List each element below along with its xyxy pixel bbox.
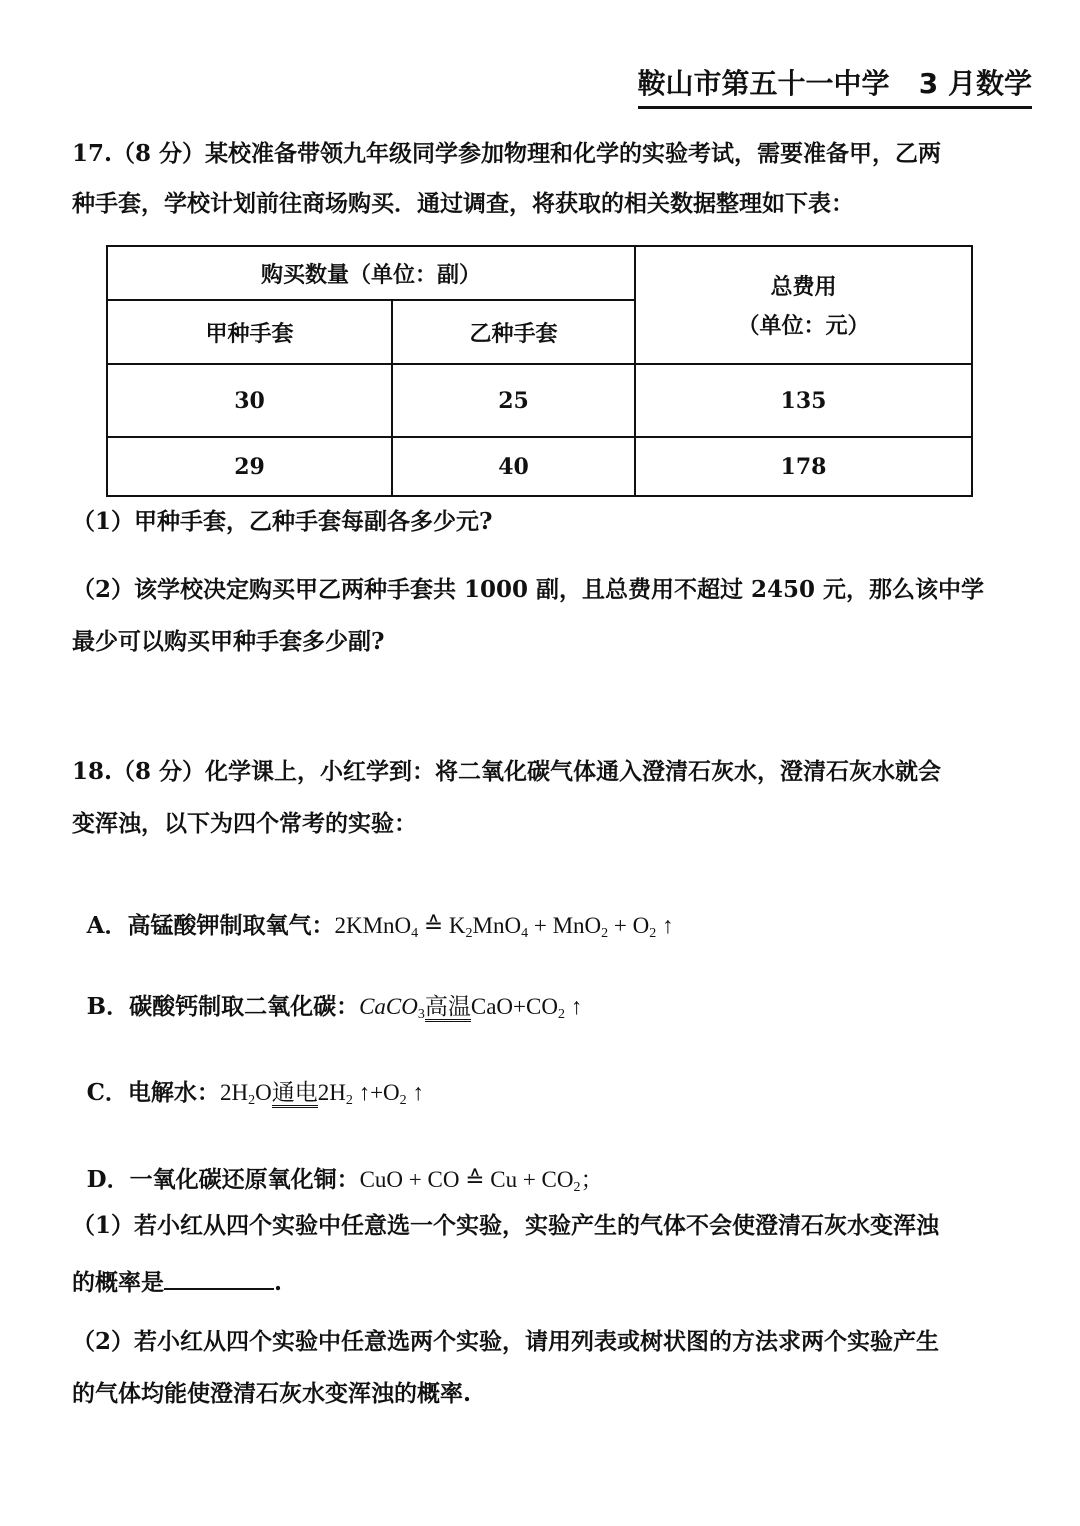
- table-cell-a: 29: [107, 437, 392, 496]
- table-cell-total: 178: [635, 437, 972, 496]
- table-header-total: [635, 246, 972, 364]
- option-a-label: A．高锰酸钾制取氧气：: [86, 911, 335, 939]
- option-d-label: D．一氧化碳还原氧化铜：: [86, 1165, 360, 1193]
- reaction-condition: 通电: [272, 1080, 318, 1108]
- q17-line2: 种手套，学校计划前往商场购买．通过调查，将获取的相关数据整理如下表：: [72, 190, 854, 217]
- q18-option-d: [72, 1138, 604, 1196]
- table-cell-a: 30: [107, 364, 392, 437]
- q18-part2-line2: 的气体均能使澄清石灰水变浑浊的概率.: [72, 1380, 472, 1407]
- q17-line1: 17.（8 分）某校准备带领九年级同学参加物理和化学的实验考试，需要准备甲，乙两: [72, 140, 942, 167]
- table-cell-total: 135: [635, 364, 972, 437]
- table-header-quantity: 购买数量（单位：副）: [107, 246, 635, 300]
- reaction-condition: 高温: [425, 994, 471, 1022]
- table-header-glove-b: 乙种手套: [392, 300, 635, 364]
- q17-table: [106, 245, 973, 497]
- option-a-equation: 2KMnO$_4$ ≙ $K_2MnO_4 + MnO_2 + O_2$ ↑: [334, 912, 674, 941]
- option-b-label: B．碳酸钙制取二氧化碳：: [86, 992, 360, 1020]
- table-header-glove-a: 甲种手套: [107, 300, 392, 364]
- q18-option-b: [72, 965, 582, 1023]
- q17-part2-line1: （2）该学校决定购买甲乙两种手套共 1000 副，且总费用不超过 2450 元，那么该中学: [72, 576, 985, 603]
- option-c-equation: $2H_2O$通电$2H_2$ $↑+O_2$ ↑: [219, 1079, 424, 1108]
- option-b-equation: CaCO$_3$高温$CaO+CO_2$ ↑: [359, 993, 583, 1022]
- q18-option-a: [72, 884, 674, 942]
- q18-option-c: [72, 1051, 424, 1109]
- table-header-total-unit: （单位：元）: [737, 313, 870, 339]
- q18-part1-line1: （1）若小红从四个实验中任意选一个实验，实验产生的气体不会使澄清石灰水变浑浊: [72, 1212, 940, 1239]
- page-header: 鞍山市第五十一中学 3 月数学: [638, 62, 1032, 109]
- option-c-label: C．电解水：: [86, 1078, 220, 1106]
- q18-line1: 18.（8 分）化学课上，小红学到：将二氧化碳气体通入澄清石灰水，澄清石灰水就会: [72, 758, 942, 785]
- table-row: [107, 364, 972, 437]
- q17-part1: （1）甲种手套，乙种手套每副各多少元?: [72, 508, 493, 535]
- table-cell-b: 40: [392, 437, 635, 496]
- q18-part2-line1: （2）若小红从四个实验中任意选两个实验，请用列表或树状图的方法求两个实验产生: [72, 1328, 940, 1355]
- table-row: [107, 437, 972, 496]
- q18-part1-line2: 的概率是 .: [72, 1264, 282, 1297]
- table-cell-b: 25: [392, 364, 635, 437]
- answer-blank[interactable]: [164, 1264, 274, 1290]
- option-d-equation: CuO + CO ≙ $Cu + CO_2$；: [359, 1166, 604, 1195]
- q17-part2-line2: 最少可以购买甲种手套多少副?: [72, 628, 385, 655]
- q18-line2: 变浑浊，以下为四个常考的实验：: [72, 810, 417, 837]
- table-header-total-title: 总费用: [770, 274, 837, 300]
